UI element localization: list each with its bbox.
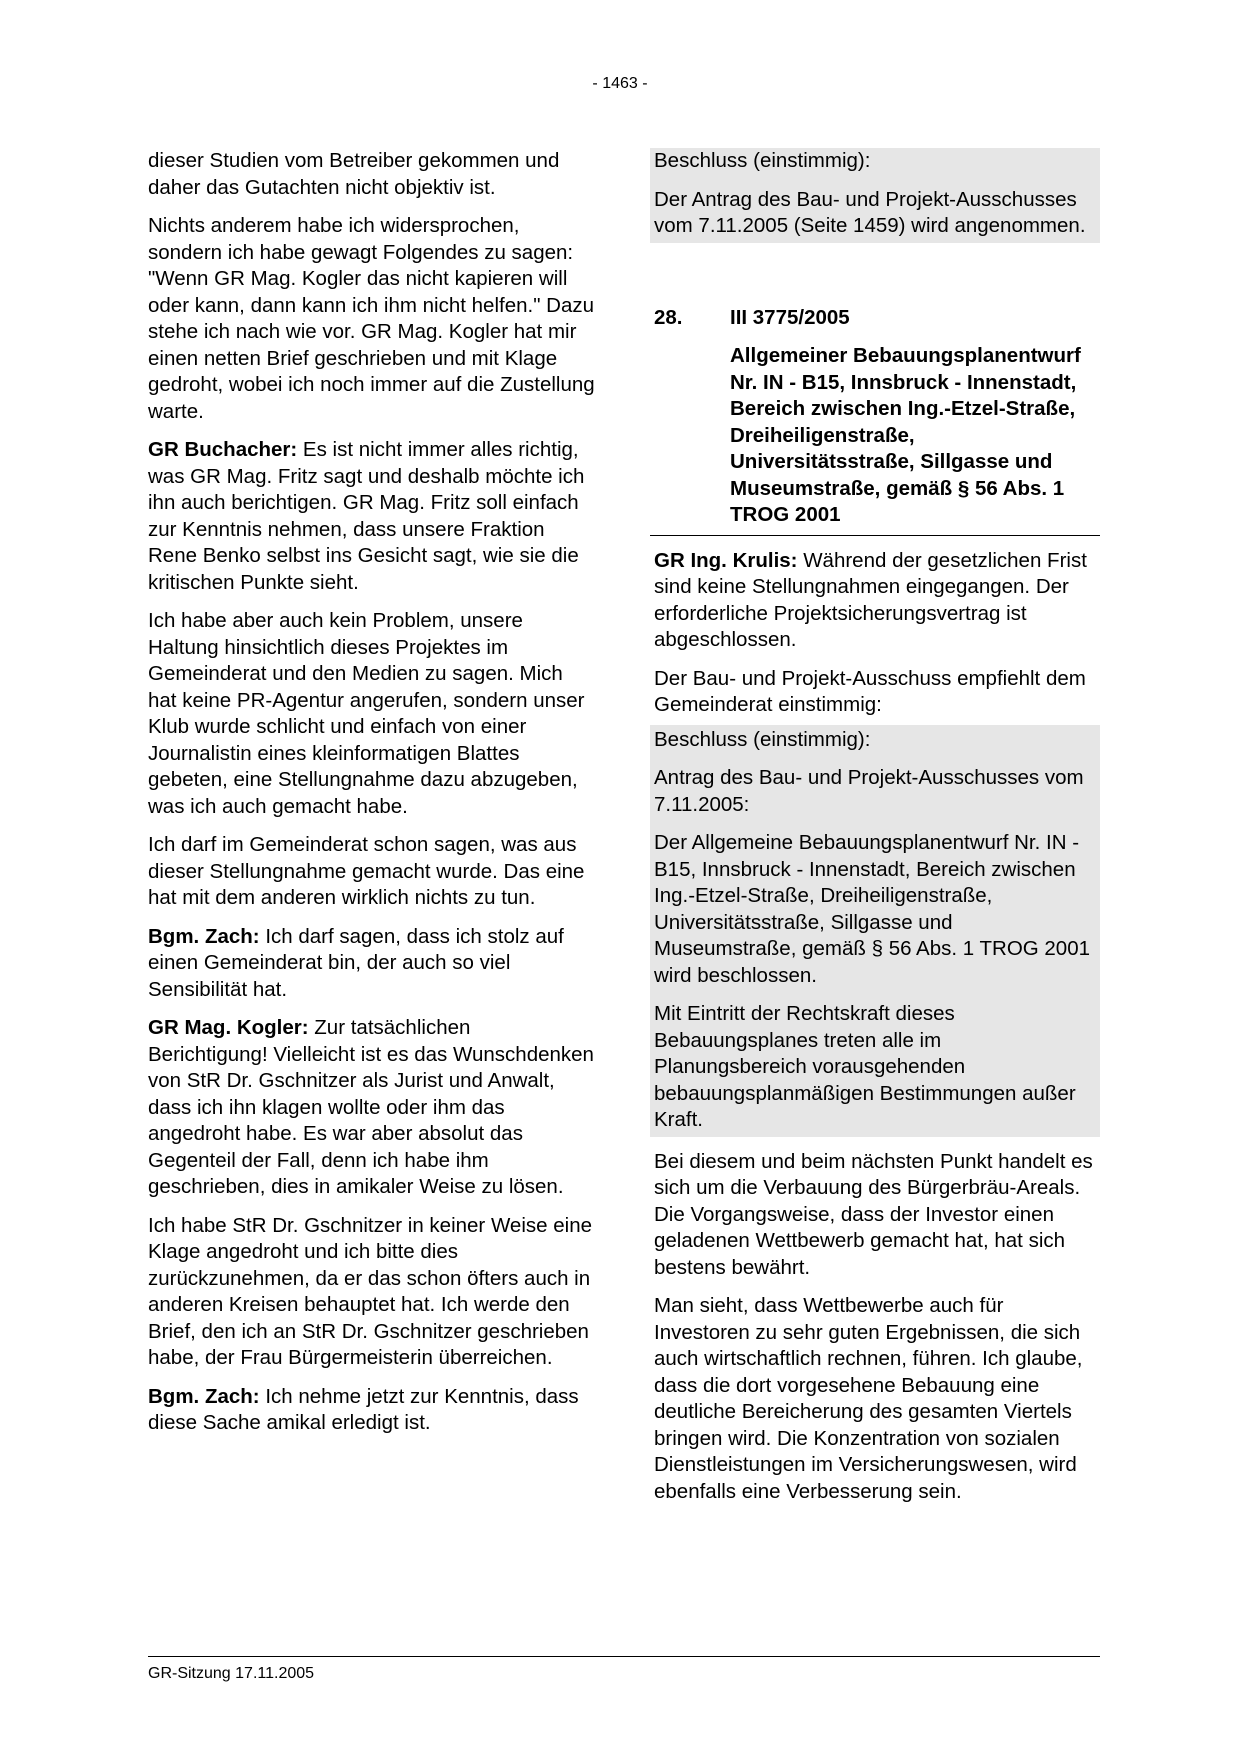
resolution-heading: Beschluss (einstimmig): <box>654 149 871 172</box>
agenda-item-header <box>654 305 1100 332</box>
agenda-item-reference: III 3775/2005 <box>730 305 850 329</box>
right-column <box>654 148 1100 1517</box>
resolution-text: Antrag des Bau- und Projekt-Ausschusses vom 7.11.2005: <box>654 766 1084 816</box>
paragraph-text: Ich habe aber auch kein Problem, unsere Haltung hinsichtlich dieses Projektes im Gemeinderat und den Medien zu sagen. Mich hat keine PR-Agentur angerufen, sondern unser Klub wurde schlicht und einfach von einer Journalistin eines kleinformatigen Blattes gebeten, eine Stellungnahme dazu abzugeben, was ich auch gemacht habe. <box>148 609 585 818</box>
agenda-item-divider <box>650 535 1100 536</box>
paragraph-text: Während der gesetzlichen Frist sind keine Stellungnahmen eingegangen. Der erforderliche Projektsicherungsvertrag ist abgeschlossen. <box>654 548 1087 651</box>
paragraph-text: Zur tatsächlichen Berichtigung! Vielleicht ist es das Wunschdenken von StR Dr. Gschnitzer als Jurist und Anwalt, dass ich ihn klagen wollte oder ihm das angedroht habe. Es war aber absolut das Gegenteil der Fall, denn ich habe ihm geschrieben, dies in amikaler Weise zu lösen. <box>148 1016 594 1198</box>
paragraph-text: Ich nehme jetzt zur Kenntnis, dass diese Sache amikal erledigt ist. <box>148 1384 579 1434</box>
paragraph <box>148 1213 595 1372</box>
recommendation-text: Der Bau- und Projekt-Ausschuss empfiehlt dem Gemeinderat einstimmig: <box>654 666 1086 716</box>
footer-text: GR-Sitzung 17.11.2005 <box>148 1665 315 1682</box>
speaker-label: Bgm. Zach: <box>148 1384 260 1408</box>
left-column <box>148 148 595 1449</box>
paragraph: Man sieht, dass Wettbewerbe auch für Investoren zu sehr guten Ergebnissen, die sich auch wirtschaftlich rechnen, führen. Ich glaube, dass die dort vorgesehene Bebauung eine deutliche Bereicherung des gesamten Viertels bringen wird. Die Konzentration von sozialen Dienstleistungen im Versicherungswesen, wird ebenfalls eine Verbesserung sein. <box>654 1294 1083 1503</box>
paragraph-text: Nichts anderem habe ich widersprochen, sondern ich habe gewagt Folgendes zu sagen: "Wenn GR Mag. Kogler das nicht kapieren will oder kann, dann kann ich ihm nicht helfen." Dazu stehe ich nach wie vor. GR Mag. Kogler hat mir einen netten Brief geschrieben und mit Klage gedroht, wobei ich noch immer auf die Zustellung warte. <box>148 214 595 423</box>
paragraph-text: Ich darf sagen, dass ich stolz auf einen Gemeinderat bin, der auch so viel Sensibilität hat. <box>148 924 564 1001</box>
page-number: - 1463 - <box>592 75 648 92</box>
resolution-heading: Beschluss (einstimmig): <box>654 727 871 751</box>
paragraph <box>148 213 595 425</box>
paragraph-text: Ich darf im Gemeinderat schon sagen, was aus dieser Stellungnahme gemacht wurde. Das eine hat mit dem anderen wirklich nichts zu tun. <box>148 833 585 909</box>
paragraph <box>148 1384 595 1437</box>
paragraph <box>148 1015 595 1201</box>
agenda-item-number: 28. <box>654 305 683 329</box>
paragraph <box>148 608 595 820</box>
speaker-label: GR Buchacher: <box>148 438 298 461</box>
speaker-label: Bgm. Zach: <box>148 924 260 948</box>
speaker-label: GR Ing. Krulis: <box>654 548 798 572</box>
paragraph-text: Es ist nicht immer alles richtig, was GR Mag. Fritz sagt und deshalb möchte ich ihn auch berichtigen. GR Mag. Fritz soll einfach zur Kenntnis nehmen, dass unsere Fraktion Rene Benko selbst ins Gesicht sagt, wie sie die kritischen Punkte sieht. <box>148 438 585 594</box>
agenda-item-title: Allgemeiner Bebauungsplanentwurf Nr. IN - B15, Innsbruck - Innenstadt, Bereich zwischen Ing.-Etzel-Straße, Dreiheiligenstraße, Universitätsstraße, Sillgasse und Museumstraße, gemäß § 56 Abs. 1 TROG 2001 <box>730 344 1081 526</box>
paragraph <box>148 832 595 912</box>
paragraph <box>654 548 1100 654</box>
footer-divider <box>148 1656 1100 1657</box>
paragraph-text: Ich habe StR Dr. Gschnitzer in keiner Weise eine Klage angedroht und ich bitte dies zurückzunehmen, da er das schon öfters auch in anderen Kreisen behauptet hat. Ich werde den Brief, den ich an StR Dr. Gschnitzer geschrieben habe, der Frau Bürgermeisterin überreichen. <box>148 1213 592 1369</box>
paragraph <box>148 924 595 1004</box>
resolution-box <box>650 148 1100 243</box>
resolution-text: Mit Eintritt der Rechtskraft dieses Bebauungsplanes treten alle im Planungsbereich vorausgehenden bebauungsplanmäßigen Bestimmungen außer Kraft. <box>654 1002 1076 1131</box>
speaker-label: GR Mag. Kogler: <box>148 1016 309 1039</box>
resolution-box <box>650 725 1100 1137</box>
resolution-text: Der Antrag des Bau- und Projekt-Ausschusses vom 7.11.2005 (Seite 1459) wird angenommen. <box>654 187 1086 237</box>
paragraph: Bei diesem und beim nächsten Punkt handelt es sich um die Verbauung des Bürgerbräu-Areals. Die Vorgangsweise, dass der Investor einen geladenen Wettbewerb gemacht hat, hat sich bestens bewährt. <box>654 1149 1093 1279</box>
paragraph <box>148 148 595 201</box>
paragraph-text: dieser Studien vom Betreiber gekommen und daher das Gutachten nicht objektiv ist. <box>148 149 560 199</box>
paragraph <box>148 437 595 596</box>
resolution-text: Der Allgemeine Bebauungsplanentwurf Nr. IN - B15, Innsbruck - Innenstadt, Bereich zwischen Ing.-Etzel-Straße, Dreiheiligenstraße, Universitätsstraße, Sillgasse und Museumstraße, gemäß § 56 Abs. 1 TROG 2001 wird beschlossen. <box>654 831 1091 987</box>
